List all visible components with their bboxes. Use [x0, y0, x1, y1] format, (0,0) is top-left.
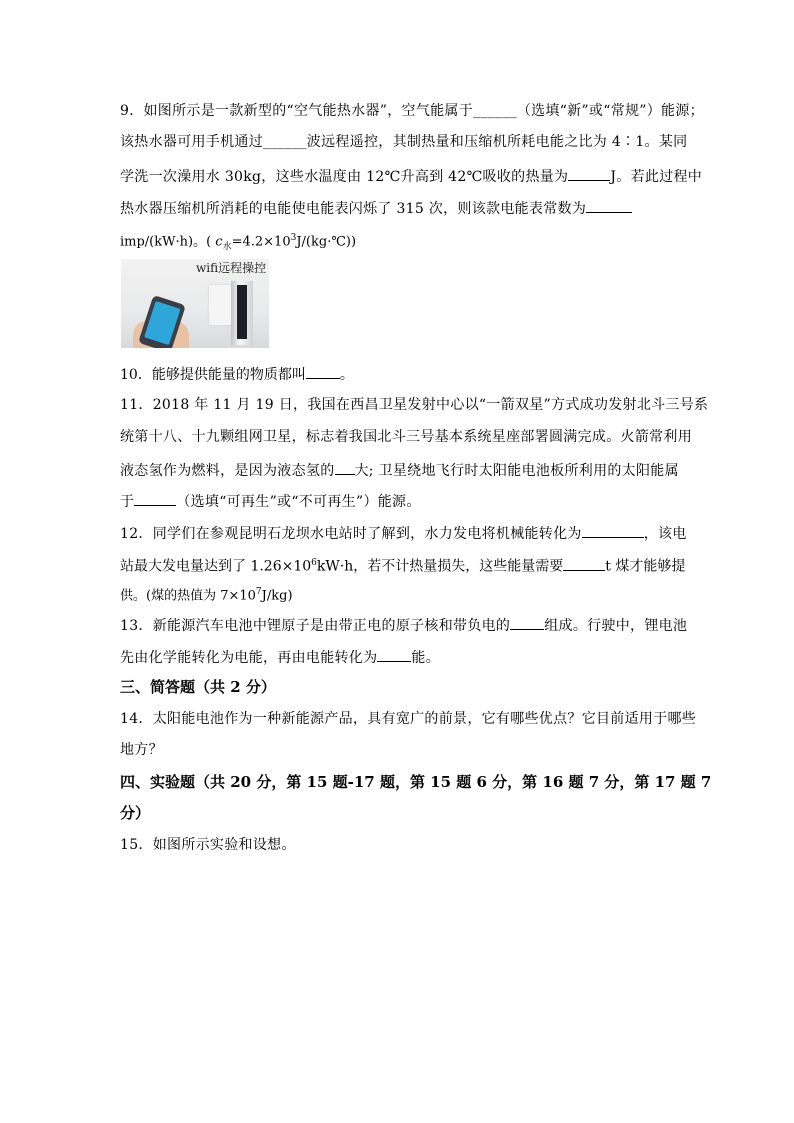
q9-line-4-text: 热水器压缩机所消耗的电能使电能表闪烁了 315 次，则该款电能表常数为: [120, 201, 587, 217]
answer-blank[interactable]: [377, 647, 411, 662]
q12-line-3: [120, 583, 293, 605]
q12-line-3-tail: J/kg): [261, 588, 293, 604]
q9-line-5: [120, 229, 356, 256]
q12-line-3-text: 供。(煤的热值为 7×10: [120, 588, 256, 604]
q11-line-3-text: 液态氢作为燃料，是因为液态氢的: [120, 463, 335, 479]
q10-text: 10．能够提供能量的物质都叫: [120, 367, 306, 383]
exponent: 7: [255, 587, 262, 597]
q13-line-2: [120, 647, 440, 667]
q12-line-2-mid: kW·h，若不计热量损失，这些能量需要: [316, 558, 564, 575]
q9-line-1: 9．如图所示是一款新型的“空气能热水器”，空气能属于______（选填“新”或“常规”）能源；: [120, 103, 704, 119]
q11-line-3: [120, 460, 679, 480]
q12-line-1: [120, 523, 687, 543]
q13-line-1: [120, 615, 687, 635]
answer-blank[interactable]: [582, 523, 644, 538]
q13-line-2-text: 先由化学能转化为电能，再由电能转化为: [120, 650, 378, 666]
q13-line-2-tail: 能。: [411, 650, 441, 666]
answer-blank[interactable]: [134, 491, 176, 506]
q14-line-1: 14．太阳能电池作为一种新能源产品，具有宽广的前景，它有哪些优点？它目前适用于哪些: [120, 711, 697, 727]
q10-line: [120, 364, 354, 384]
q12-line-1-tail: ，该电: [643, 526, 687, 542]
q13-line-1-text: 13．新能源汽车电池中锂原子是由带正电的原子核和带负电的: [120, 618, 511, 634]
water-heater-photo: [121, 259, 269, 348]
q13-line-1-tail: 组成。行驶中，锂电池: [544, 618, 688, 634]
answer-blank[interactable]: [568, 166, 610, 181]
heater-unit: [231, 281, 253, 345]
photo-caption: wifi远程操控: [196, 261, 267, 275]
q11-line-4: [120, 491, 421, 511]
section-3-heading: 三、简答题（共 2 分）: [120, 678, 276, 696]
answer-blank[interactable]: [586, 198, 632, 213]
answer-blank[interactable]: [563, 556, 605, 571]
q11-line-2: 统第十八、十九颗组网卫星，标志着我国北斗三号基本系统星座部署圆满完成。火箭常利用: [120, 429, 692, 445]
q11-line-4-tail: （选填“可再生”或“不可再生”）能源。: [176, 494, 421, 510]
answer-blank[interactable]: [306, 364, 340, 379]
section-4-heading-line-2: 分）: [120, 804, 151, 822]
q15-line: 15．如图所示实验和设想。: [120, 837, 296, 853]
q9-line-3-text: 学洗一次澡用水 30kg，这些水温度由 12℃升高到 42℃吸收的热量为: [120, 169, 569, 185]
q9-line-2: 该热水器可用手机通过______波远程遥控，其制热量和压缩机所耗电能之比为 4∶1。某同: [120, 134, 688, 150]
specific-heat-unit: J/(kg·℃)): [296, 234, 357, 250]
q12-line-2-text: 站最大发电量达到了 1.26×10: [120, 558, 312, 575]
exponent: 3: [290, 233, 297, 243]
q9-line-3-tail: J。若此过程中: [610, 169, 703, 185]
specific-heat-value: =4.2×10: [231, 234, 291, 250]
q11-line-4-text: 于: [120, 494, 135, 510]
section-4-heading-line-1: 四、实验题（共 20 分，第 15 题-17 题，第 15 题 6 分，第 16 题 7 分，第 17 题 7: [120, 773, 712, 791]
water-subscript: 水: [222, 241, 232, 252]
q10-end: 。: [339, 367, 354, 383]
answer-blank[interactable]: [335, 460, 355, 475]
q12-line-2-tail: t 煤才能够提: [605, 558, 686, 575]
q12-line-2: [120, 554, 685, 576]
q11-line-1: 11．2018 年 11 月 19 日，我国在西昌卫星发射中心以“一箭双星”方式成功发射北斗三号系: [120, 397, 709, 413]
q9-line-4: [120, 198, 632, 218]
exponent: 6: [311, 558, 317, 568]
q14-line-2: 地方？: [120, 742, 163, 758]
q9-line-5-unit: imp/(kW·h)。(: [120, 234, 212, 250]
q12-line-1-text: 12．同学们在参观昆明石龙坝水电站时了解到，水力发电将机械能转化为: [120, 526, 582, 542]
q11-line-3-tail: 大; 卫星绕地飞行时太阳能电池板所利用的太阳能属: [354, 463, 679, 479]
q9-line-3: [120, 166, 702, 186]
answer-blank[interactable]: [510, 615, 544, 630]
c-symbol: c: [215, 234, 223, 250]
